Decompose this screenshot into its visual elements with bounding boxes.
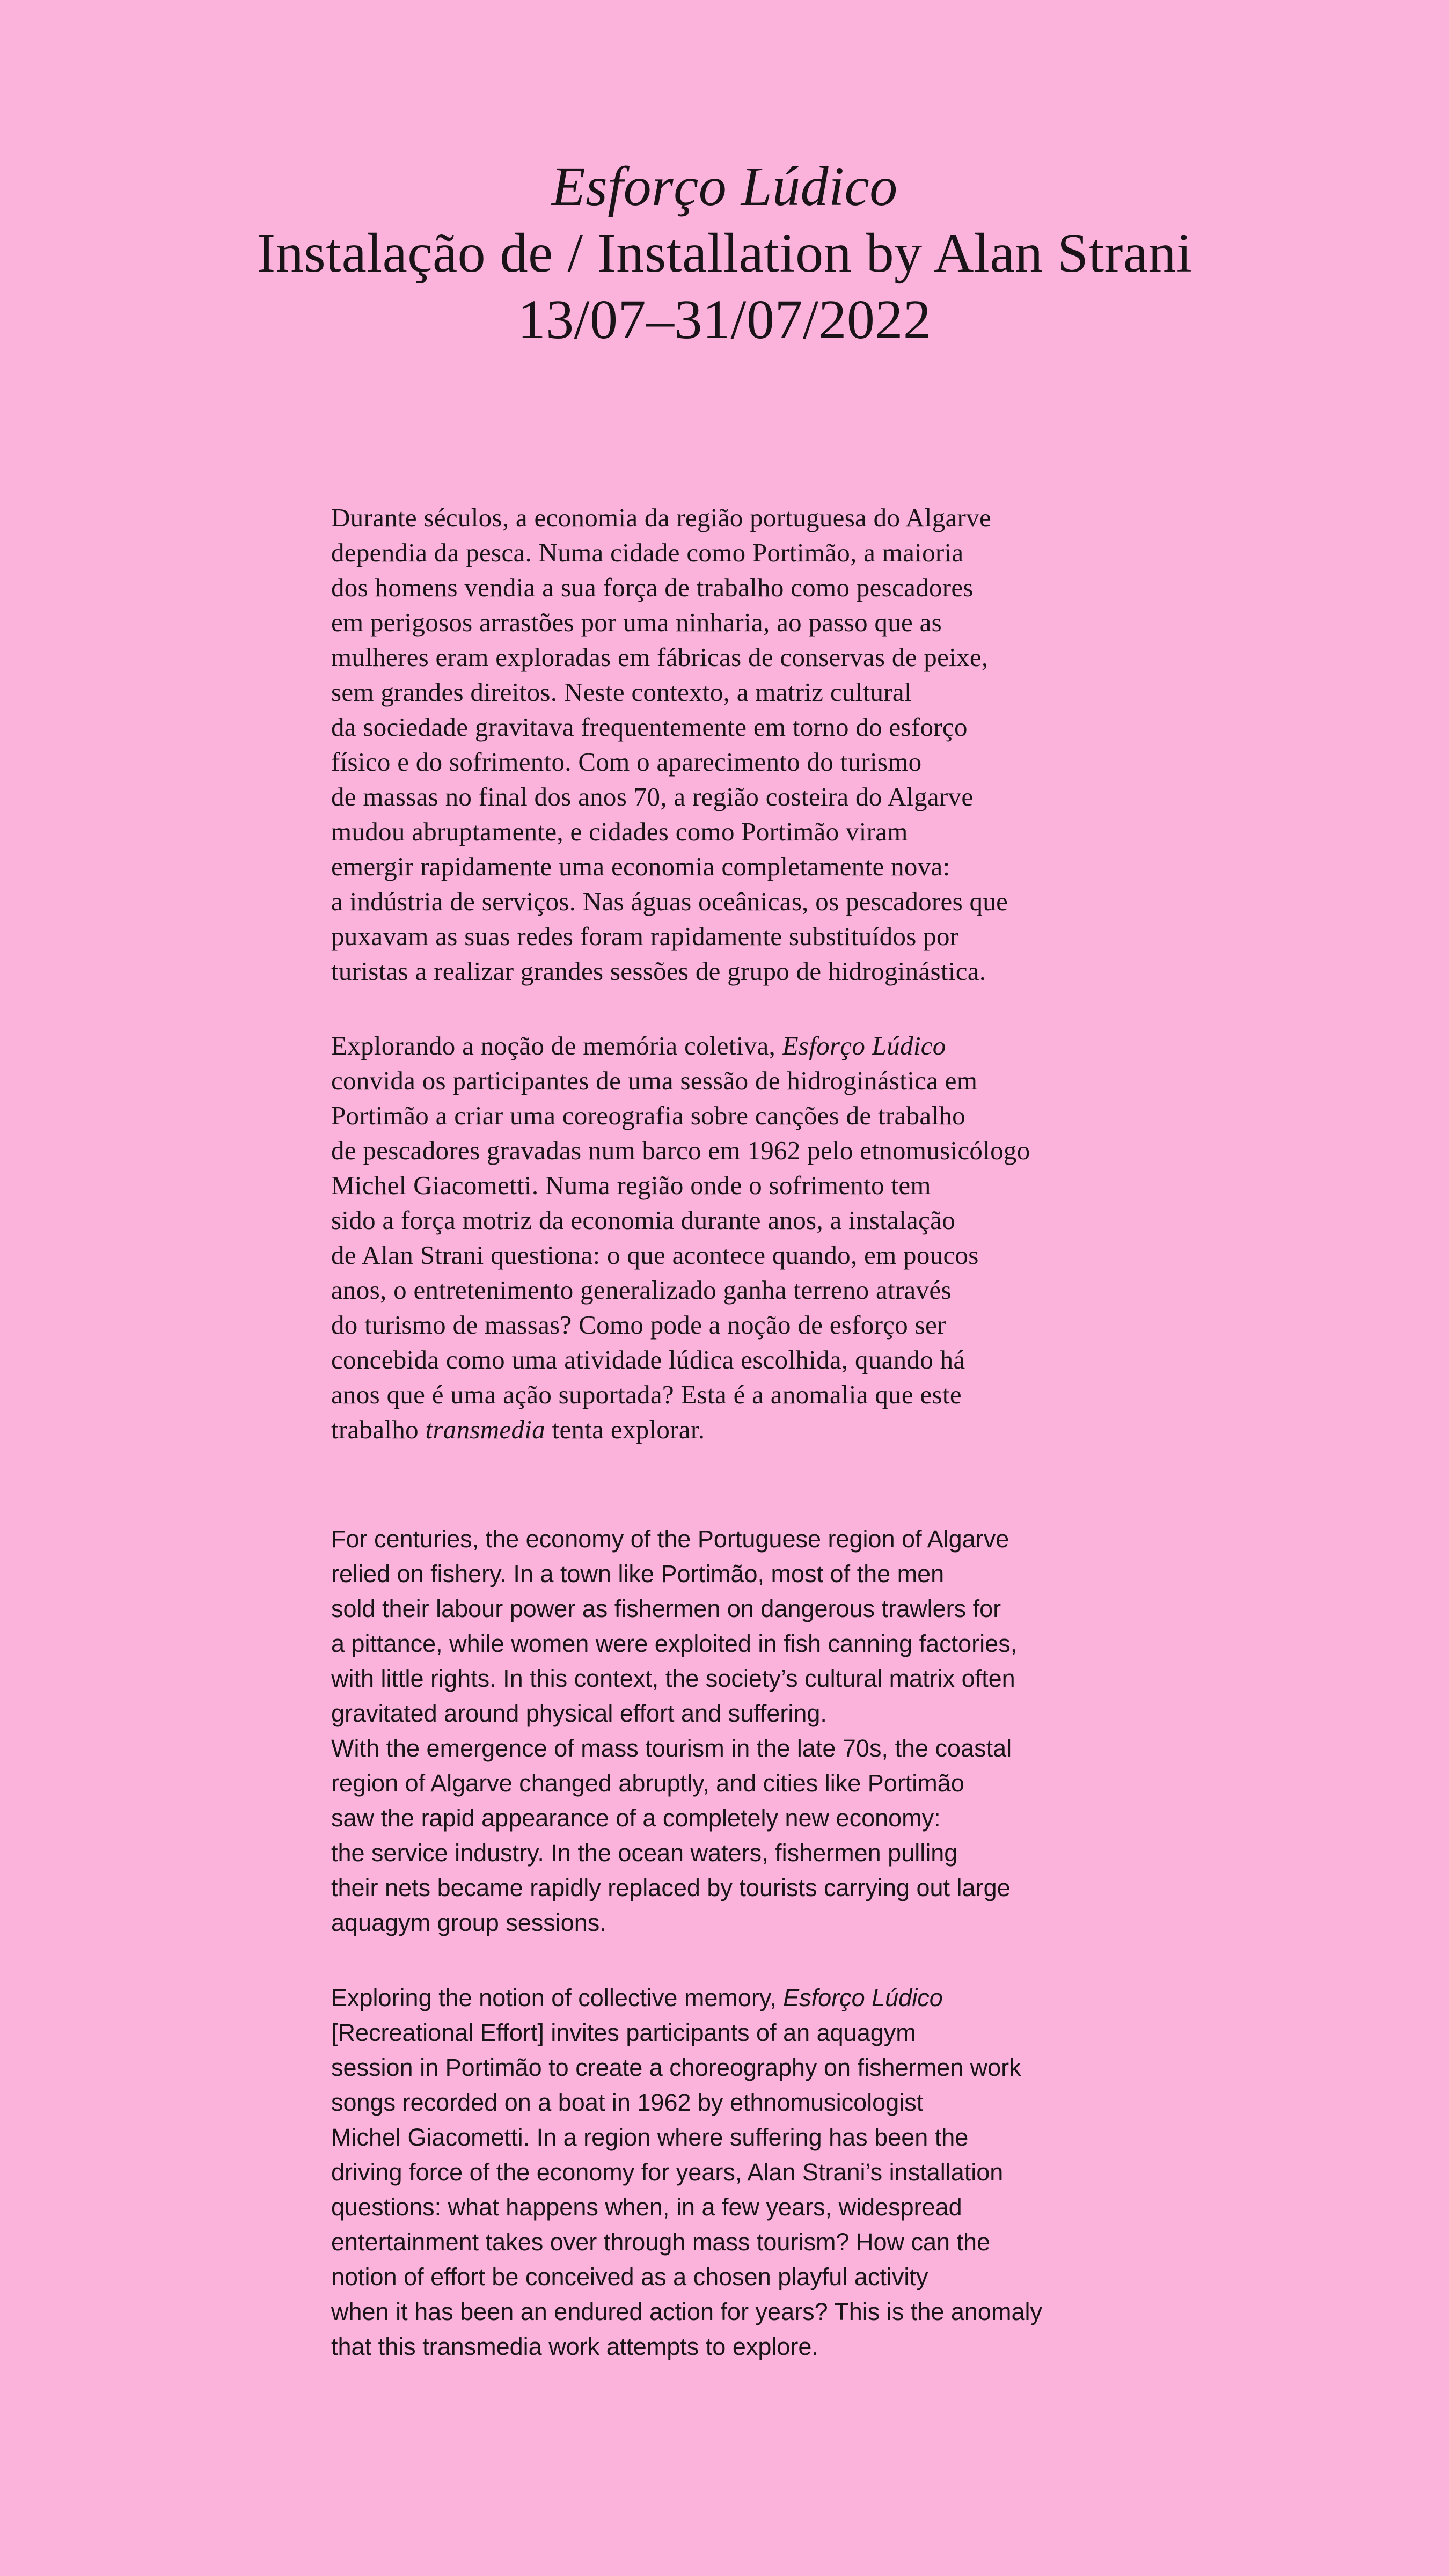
text-line: Durante séculos, a economia da região portuguesa do Algarve — [331, 503, 992, 532]
text-line: convida os participantes de uma sessão de hidroginástica em — [331, 1066, 978, 1095]
text-line: a pittance, while women were exploited in fish canning factories, — [331, 1630, 1018, 1657]
text-line: that this transmedia work attempts to explore. — [331, 2333, 818, 2360]
italic-term: transmedia — [425, 1415, 545, 1444]
text-line: do turismo de massas? Como pode a noção de esforço ser — [331, 1310, 946, 1340]
text-line: de massas no final dos anos 70, a região costeira do Algarve — [331, 782, 974, 811]
portuguese-paragraph-1-text — [331, 500, 1136, 989]
text-line: driving force of the economy for years, Alan Strani’s installation — [331, 2158, 1004, 2186]
text-line: songs recorded on a boat in 1962 by ethnomusicologist — [331, 2089, 924, 2116]
portuguese-paragraph-1 — [331, 500, 1136, 989]
text-line: anos que é uma ação suportada? Esta é a anomalia que este — [331, 1380, 962, 1409]
text-run: trabalho — [331, 1415, 426, 1444]
text-line — [331, 1980, 1136, 2015]
text-line: físico e do sofrimento. Com o aparecimento do turismo — [331, 747, 922, 777]
text-line: da sociedade gravitava frequentemente em torno do esforço — [331, 712, 968, 742]
text-line: mulheres eram exploradas em fábricas de conservas de peixe, — [331, 642, 989, 672]
text-line: their nets became rapidly replaced by tourists carrying out large — [331, 1874, 1011, 1901]
text-lines — [331, 2015, 1136, 2364]
portuguese-paragraph-2-text — [331, 1028, 1136, 1447]
text-line: questions: what happens when, in a few years, widespread — [331, 2193, 962, 2221]
text-line: entertainment takes over through mass tourism? How can the — [331, 2228, 991, 2256]
text-lines — [331, 1063, 1136, 1412]
text-line: anos, o entretenimento generalizado ganha terreno através — [331, 1275, 952, 1305]
italic-title: Esforço Lúdico — [783, 1984, 943, 2011]
text-line — [331, 1028, 1136, 1063]
text-line: sem grandes direitos. Neste contexto, a matriz cultural — [331, 677, 912, 707]
exhibition-subtitle: Instalação de / Installation by Alan Strani — [257, 222, 1192, 284]
english-paragraph-2 — [331, 1980, 1136, 2364]
text-line: em perigosos arrastões por uma ninharia, ao passo que as — [331, 608, 942, 637]
text-line: With the emergence of mass tourism in the late 70s, the coastal — [331, 1735, 1012, 1762]
exhibition-header — [0, 153, 1449, 353]
text-run: tenta explorar. — [545, 1415, 705, 1444]
text-line: de pescadores gravadas num barco em 1962 pelo etnomusicólogo — [331, 1136, 1030, 1165]
text-line: Portimão a criar uma coreografia sobre canções de trabalho — [331, 1101, 965, 1130]
text-line: relied on fishery. In a town like Portimão, most of the men — [331, 1560, 945, 1587]
text-line: region of Algarve changed abruptly, and cities like Portimão — [331, 1769, 964, 1797]
text-line: concebida como uma atividade lúdica escolhida, quando há — [331, 1345, 965, 1374]
text-line: session in Portimão to create a choreography on fishermen work — [331, 2054, 1021, 2081]
italic-title: Esforço Lúdico — [782, 1031, 946, 1060]
text-line: turistas a realizar grandes sessões de grupo de hidroginástica. — [331, 956, 986, 986]
text-line: [Recreational Effort] invites participants of an aquagym — [331, 2019, 916, 2046]
exhibition-title: Esforço Lúdico — [551, 156, 898, 217]
text-run: Exploring the notion of collective memory, — [331, 1984, 784, 2011]
text-line: emergir rapidamente uma economia completamente nova: — [331, 852, 950, 881]
portuguese-paragraph-2 — [331, 1028, 1136, 1447]
text-line: mudou abruptamente, e cidades como Portimão viram — [331, 817, 908, 846]
english-paragraph-1 — [331, 1521, 1136, 1940]
text-line: when it has been an endured action for years? This is the anomaly — [331, 2298, 1042, 2325]
text-line: saw the rapid appearance of a completely new economy: — [331, 1804, 941, 1832]
text-line: notion of effort be conceived as a chosen playful activity — [331, 2263, 928, 2290]
text-line: gravitated around physical effort and suffering. — [331, 1700, 827, 1727]
text-line — [331, 1412, 1136, 1447]
text-line: dependia da pesca. Numa cidade como Portimão, a maioria — [331, 538, 964, 567]
text-line: a indústria de serviços. Nas águas oceânicas, os pescadores que — [331, 887, 1008, 916]
text-line: with little rights. In this context, the society’s cultural matrix often — [331, 1665, 1015, 1692]
english-paragraph-1-text — [331, 1521, 1136, 1940]
text-line: puxavam as suas redes foram rapidamente substituídos por — [331, 921, 959, 951]
text-line: dos homens vendia a sua força de trabalho como pescadores — [331, 573, 974, 602]
exhibition-dates: 13/07–31/07/2022 — [517, 289, 932, 350]
text-line: aquagym group sessions. — [331, 1909, 606, 1936]
text-line: Michel Giacometti. In a region where suffering has been the — [331, 2124, 969, 2151]
text-line: the service industry. In the ocean waters, fishermen pulling — [331, 1839, 958, 1867]
text-line: sold their labour power as fishermen on dangerous trawlers for — [331, 1595, 1001, 1622]
text-line: Michel Giacometti. Numa região onde o sofrimento tem — [331, 1170, 931, 1200]
english-paragraph-2-text — [331, 1980, 1136, 2364]
text-line: de Alan Strani questiona: o que acontece quando, em poucos — [331, 1240, 979, 1270]
text-run: Explorando a noção de memória coletiva, — [331, 1031, 782, 1060]
text-line: sido a força motriz da economia durante anos, a instalação — [331, 1205, 955, 1235]
text-line: For centuries, the economy of the Portuguese region of Algarve — [331, 1525, 1009, 1553]
